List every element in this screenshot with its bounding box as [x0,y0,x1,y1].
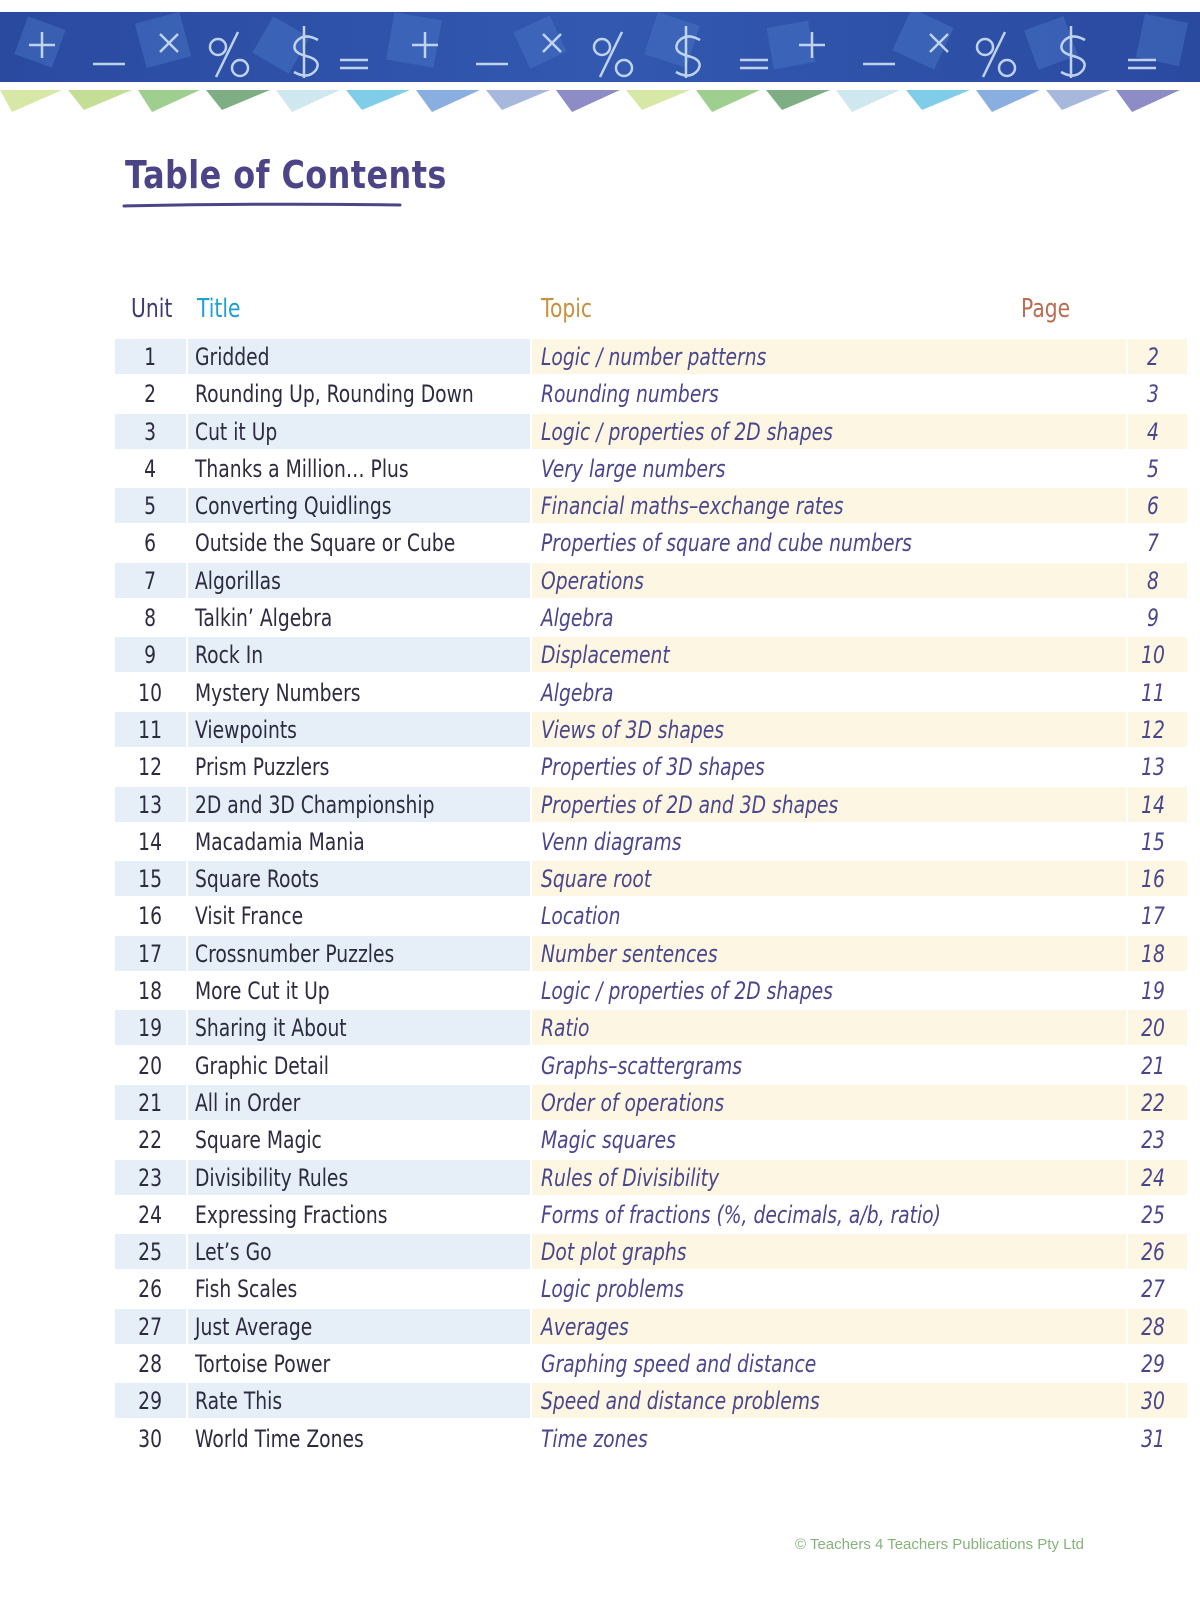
column-header-unit: Unit [131,294,173,324]
topic-cell: Forms of fractions (%, decimals, a/b, ratio) [541,1200,941,1229]
title-cell: Crossnumber Puzzles [195,939,395,968]
unit-cell: 2 [144,380,157,409]
title-cell: Expressing Fractions [195,1200,388,1229]
unit-cell: 7 [144,566,157,595]
topic-cell-background [532,898,1126,933]
topic-cell: Magic squares [541,1126,676,1155]
page-cell: 5 [1147,454,1159,483]
page-cell: 15 [1141,827,1165,856]
page-cell: 14 [1141,790,1165,819]
title-cell: Cut it Up [195,417,278,446]
page-cell: 4 [1147,417,1159,446]
table-row [115,376,1159,413]
topic-cell: Order of operations [541,1088,725,1117]
topic-cell: Properties of 2D and 3D shapes [541,790,839,819]
unit-cell: 25 [138,1238,163,1267]
title-cell: Converting Quidlings [195,492,392,521]
title-cell: Let’s Go [195,1238,272,1267]
title-cell: Sharing it About [195,1014,347,1043]
table-row [115,1085,1165,1122]
topic-cell: Averages [541,1312,629,1341]
table-row [115,1122,1165,1159]
title-cell: Thanks a Million… Plus [195,454,409,483]
topic-cell-background [532,1010,1126,1045]
table-row [115,1346,1165,1383]
table-row [115,451,1159,488]
topic-cell: Logic / number patterns [541,343,767,371]
table-row [115,525,1159,562]
topic-cell: Graphing speed and distance [541,1350,817,1379]
unit-cell: 17 [138,939,163,968]
title-cell: Graphic Detail [195,1051,330,1080]
unit-cell: 21 [138,1088,163,1117]
page-cell: 22 [1141,1088,1165,1117]
unit-cell: 3 [144,417,157,446]
page-title: Table of Contents [125,153,447,197]
page-cell: 2 [1147,343,1159,371]
topic-cell: Number sentences [541,939,718,968]
title-cell: Algorillas [195,566,281,595]
title-cell: Visit France [195,902,304,931]
unit-cell: 14 [138,827,163,856]
unit-cell: 16 [138,902,163,931]
table-row [115,1197,1165,1234]
title-cell: 2D and 3D Championship [195,790,435,819]
table-row [115,787,1165,824]
title-cell: Mystery Numbers [195,678,361,707]
unit-cell: 24 [138,1200,163,1229]
table-row [115,712,1165,749]
page-cell: 11 [1141,678,1165,707]
table-row [115,563,1159,600]
topic-cell: Very large numbers [541,454,726,483]
topic-cell-background [532,600,1126,635]
table-row [115,414,1159,451]
title-cell: Rounding Up, Rounding Down [195,380,474,409]
title-underline [122,201,402,209]
title-cell: Square Magic [195,1126,322,1155]
page-cell: 24 [1141,1163,1165,1192]
topic-cell: Displacement [541,641,670,670]
page-cell: 17 [1141,902,1165,931]
page-cell: 12 [1141,715,1165,744]
column-header-page: Page [1021,294,1071,324]
unit-cell: 20 [138,1051,163,1080]
unit-cell: 26 [138,1275,163,1304]
topic-cell: Views of 3D shapes [541,715,725,744]
title-cell: Macadamia Mania [195,827,365,856]
table-row [115,973,1165,1010]
table-row [115,488,1159,525]
table-row [115,1309,1165,1346]
unit-cell: 9 [144,641,157,670]
unit-cell: 1 [144,343,157,371]
column-header-topic: Topic [541,294,593,324]
unit-cell: 10 [138,678,163,707]
unit-cell: 13 [138,790,163,819]
title-cell: All in Order [195,1088,301,1117]
title-cell: Just Average [195,1312,313,1341]
title-cell: Fish Scales [195,1275,298,1304]
unit-cell: 6 [144,529,157,558]
title-cell: Viewpoints [195,715,297,744]
page-cell: 7 [1147,529,1159,558]
topic-cell: Venn diagrams [541,827,682,856]
title-cell: Rock In [195,641,264,670]
topic-cell: Dot plot graphs [541,1238,687,1267]
table-row [115,1234,1165,1271]
page-cell: 16 [1141,865,1165,894]
table-row [115,749,1165,786]
table-row [115,600,1159,637]
title-cell: More Cut it Up [195,977,330,1006]
topic-cell: Speed and distance problems [541,1387,820,1416]
topic-cell: Logic / properties of 2D shapes [541,417,833,446]
topic-cell: Properties of 3D shapes [541,753,765,782]
page-cell: 28 [1141,1312,1165,1341]
unit-cell: 28 [138,1350,163,1379]
title-cell: Divisibility Rules [195,1163,349,1192]
title-cell: Prism Puzzlers [195,753,330,782]
page-cell: 23 [1141,1126,1165,1155]
title-cell: Square Roots [195,865,320,894]
topic-cell: Location [541,902,621,931]
page-cell: 3 [1147,380,1159,409]
topic-cell: Ratio [541,1014,590,1043]
table-row [115,1048,1165,1085]
title-cell: Gridded [195,343,270,371]
table-row [115,675,1165,712]
topic-cell: Rules of Divisibility [541,1163,720,1192]
unit-cell: 23 [138,1163,163,1192]
title-cell: World Time Zones [195,1424,364,1453]
page-cell: 20 [1141,1014,1165,1043]
unit-cell: 18 [138,977,163,1006]
topic-cell: Graphs–scattergrams [541,1051,742,1080]
contents-table [115,339,1165,1458]
unit-cell: 11 [138,715,163,744]
unit-cell: 15 [138,865,163,894]
topic-cell: Properties of square and cube numbers [541,529,912,558]
title-cell: Outside the Square or Cube [195,529,456,558]
page-cell: 6 [1147,492,1159,521]
unit-cell: 30 [138,1424,163,1453]
topic-cell: Square root [541,865,652,894]
title-cell: Tortoise Power [195,1350,331,1379]
page-cell: 26 [1141,1238,1165,1267]
topic-cell: Operations [541,566,644,595]
page-cell: 31 [1141,1424,1165,1453]
table-row [115,1383,1165,1420]
page-cell: 9 [1147,604,1159,633]
table-row [115,824,1165,861]
unit-cell: 27 [138,1312,163,1341]
unit-cell: 8 [144,604,157,633]
page-cell: 13 [1141,753,1165,782]
topic-cell: Financial maths–exchange rates [541,492,844,521]
unit-cell: 5 [144,492,157,521]
page-cell: 25 [1141,1200,1165,1229]
table-row [115,898,1165,935]
table-row [115,861,1165,898]
topic-cell: Rounding numbers [541,380,719,409]
banner-graphic [0,12,1200,122]
math-symbols-banner [0,12,1200,122]
unit-cell: 19 [138,1014,163,1043]
unit-cell: 4 [144,454,157,483]
page-cell: 29 [1141,1350,1165,1379]
page-cell: 21 [1141,1051,1165,1080]
copyright-notice: © Teachers 4 Teachers Publications Pty Ltd [795,1536,1084,1553]
page-cell: 8 [1147,566,1159,595]
table-row [115,1271,1165,1308]
topic-cell-background [532,675,1126,710]
unit-cell: 12 [138,753,163,782]
table-row [115,637,1165,674]
page-cell: 30 [1141,1387,1165,1416]
topic-cell: Algebra [541,678,614,707]
topic-cell: Logic problems [541,1275,684,1304]
unit-cell: 29 [138,1387,163,1416]
table-row [115,1160,1165,1197]
table-row [115,936,1165,973]
table-row [115,339,1159,376]
page-cell: 19 [1141,977,1165,1006]
topic-cell: Logic / properties of 2D shapes [541,977,833,1006]
title-cell: Talkin’ Algebra [195,604,333,633]
topic-cell: Algebra [541,604,614,633]
title-cell: Rate This [195,1387,283,1416]
table-row [115,1010,1165,1047]
unit-cell: 22 [138,1126,163,1155]
topic-cell: Time zones [541,1424,648,1453]
table-row [115,1421,1165,1458]
column-header-title: Title [197,294,241,324]
page-cell: 10 [1141,641,1165,670]
page-cell: 18 [1141,939,1165,968]
page-cell: 27 [1141,1275,1165,1304]
